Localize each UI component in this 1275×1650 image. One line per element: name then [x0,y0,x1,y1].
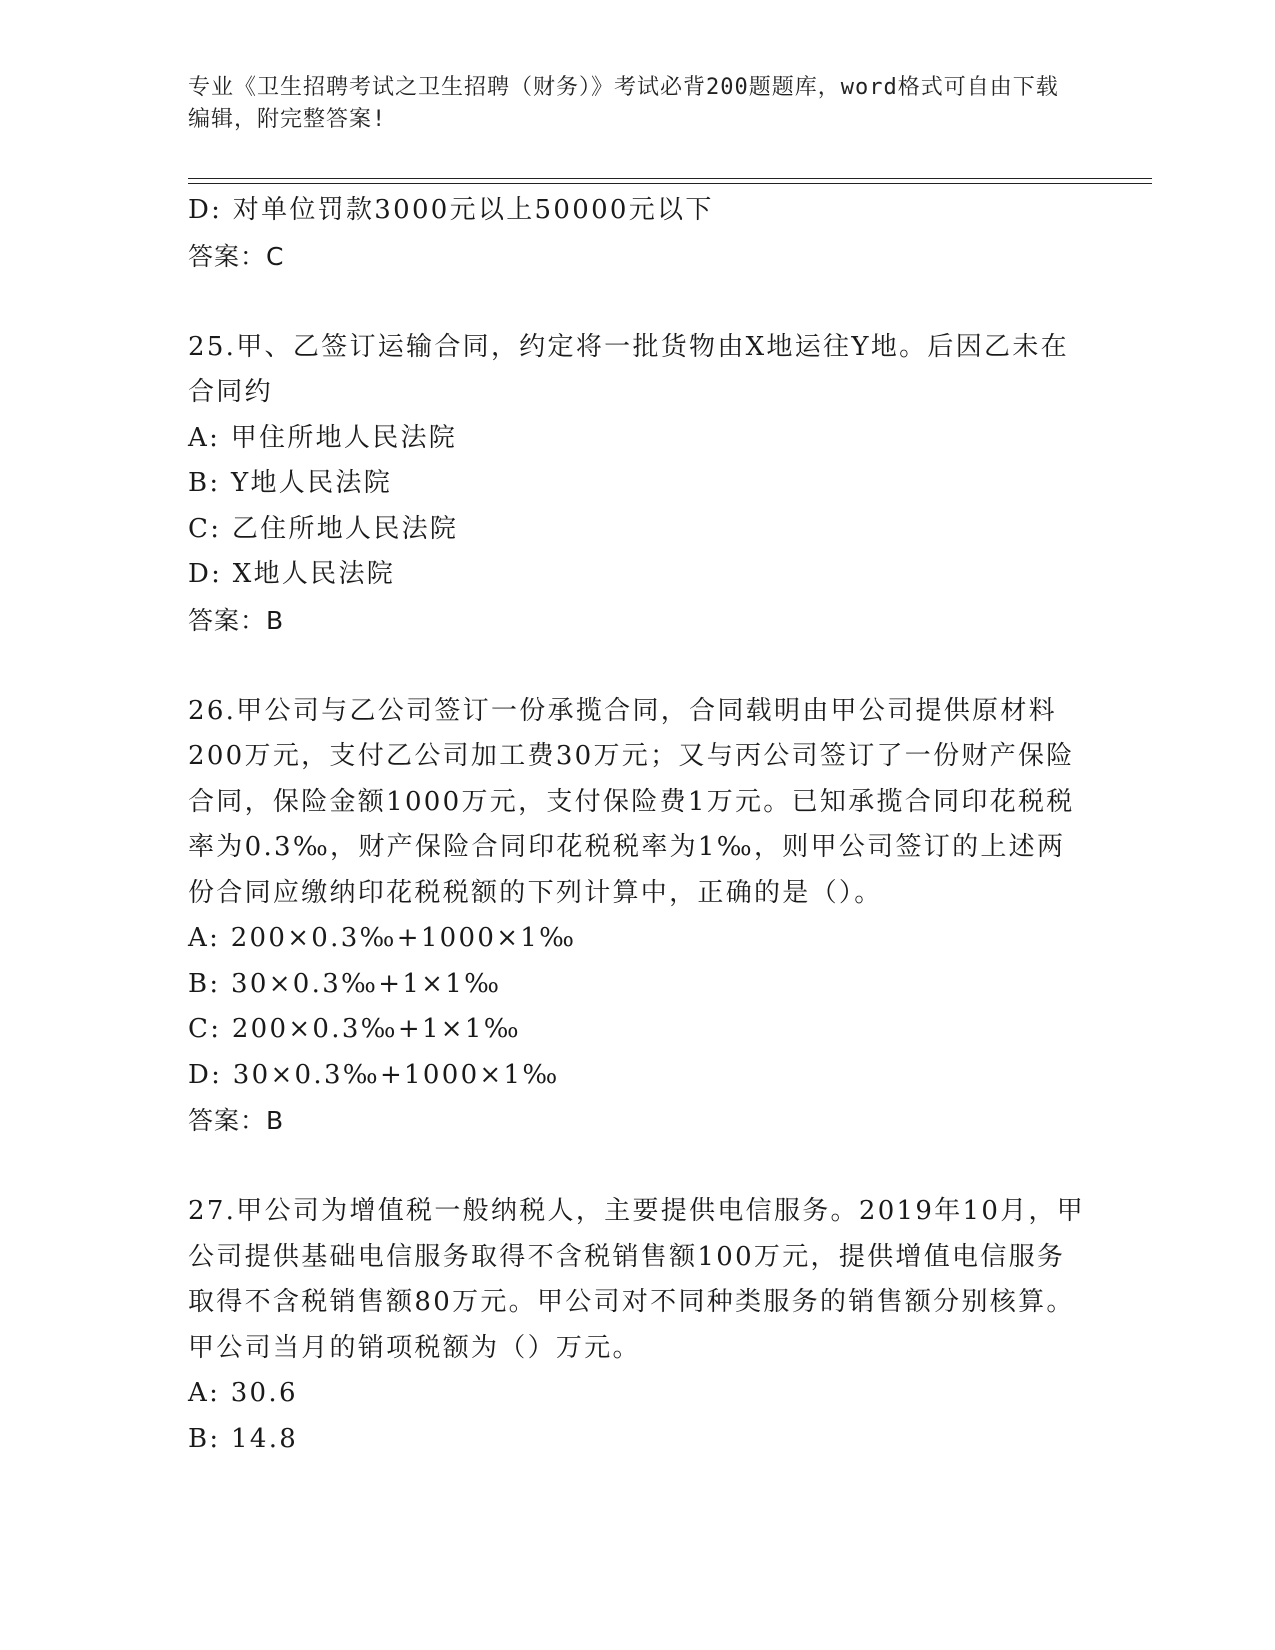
option-a: A: 30.6 [188,1378,298,1408]
question-26-stem: 26.甲公司与乙公司签订一份承揽合同，合同载明由甲公司提供原材料200万元，支付乙公司加工费30万元；又与丙公司签订了一份财产保险合同，保险金额1000万元，支付保险费1万元。已知承揽合同印花税税率为0.3‰，财产保险合同印花税税率为1‰，则甲公司签订的上述两份合同应缴纳印花税税额的下列计算中，正确的是（）。 [188,695,1075,908]
option-d: D: X地人民法院 [188,559,396,589]
option-b: B: 14.8 [188,1423,299,1454]
option-b: B: 30×0.3‰+1×1‰ [188,968,502,999]
spacer [188,643,1088,689]
document-header: 专业《卫生招聘考试之卫生招聘（财务）》考试必背200题题库，word格式可自由下载编辑，附完整答案! [188,75,1059,132]
spacer [188,1144,1088,1190]
question-25-stem: 25.甲、乙签订运输合同，约定将一批货物由X地运往Y地。后因乙未在合同约 [188,331,1069,407]
answer: 答案：B [188,605,285,635]
option-d: D: 对单位罚款3000元以上50000元以下 [188,195,714,225]
spacer [188,279,1088,325]
document-body [188,188,1088,1462]
option-a: A: 200×0.3‰+1000×1‰ [188,923,577,953]
option-b: B: Y地人民法院 [188,468,392,498]
option-c: C: 200×0.3‰+1×1‰ [188,1014,521,1044]
option-d: D: 30×0.3‰+1000×1‰ [188,1059,560,1090]
option-c: C: 乙住所地人民法院 [188,513,459,544]
header-rule-bottom [188,183,1152,184]
answer: 答案：B [188,1106,285,1135]
question-27-stem: 27.甲公司为增值税一般纳税人，主要提供电信服务。2019年10月，甲公司提供基础电信服务取得不含税销售额100万元，提供增值电信服务取得不含税销售额80万元。甲公司对不同种类服务的销售额分别核算。甲公司当月的销项税额为（）万元。 [188,1196,1086,1363]
answer: 答案：C [188,241,285,271]
option-a: A: 甲住所地人民法院 [188,422,458,453]
header-rule-top [188,178,1152,179]
